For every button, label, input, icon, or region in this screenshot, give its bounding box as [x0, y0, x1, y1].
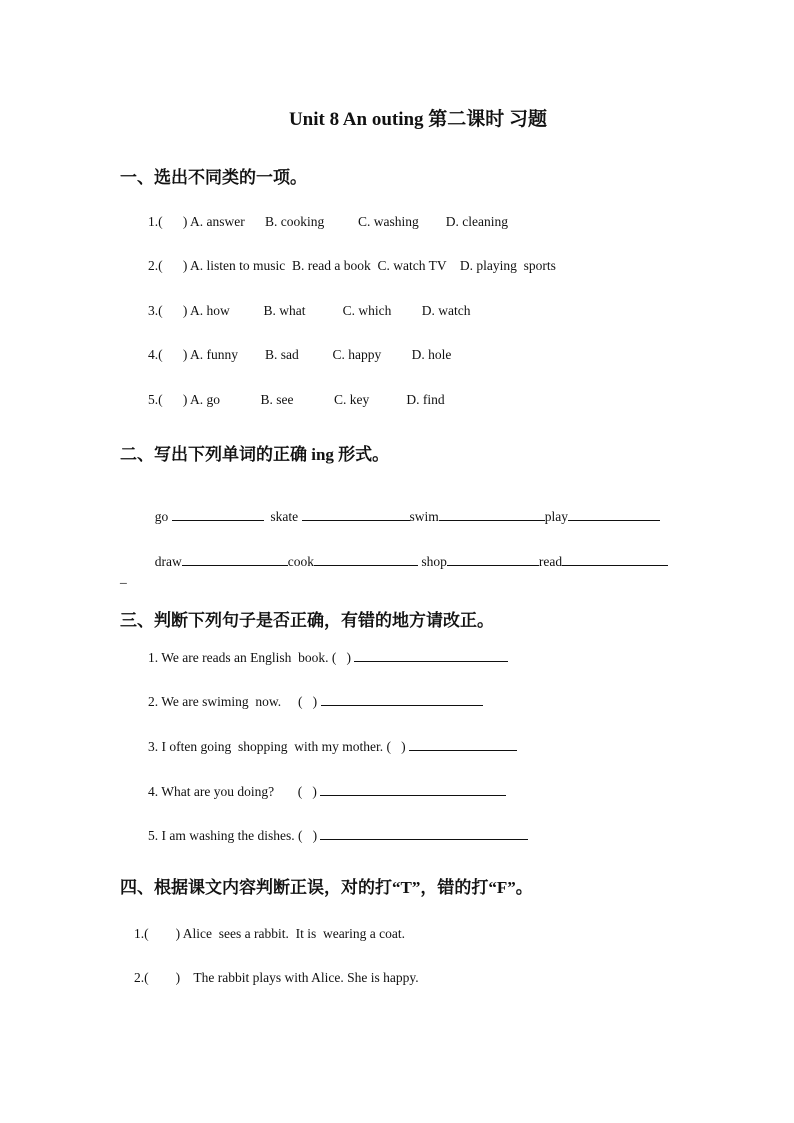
answer-blank-swim[interactable] — [439, 507, 545, 521]
correction-blank-2[interactable] — [321, 692, 483, 706]
section1-question-2: 2.( ) A. listen to music B. read a book C. watch TV D. playing sports — [148, 258, 556, 273]
correction-blank-3[interactable] — [409, 737, 517, 751]
answer-blank-cook[interactable] — [314, 552, 418, 566]
section1-question-3: 3.( ) A. how B. what C. which D. watch — [148, 303, 471, 318]
word-play: play — [544, 509, 569, 524]
correction-blank-5[interactable] — [320, 826, 528, 840]
section1-heading: 一、选出不同类的一项。 — [120, 168, 307, 187]
section1-question-4: 4.( ) A. funny B. sad C. happy D. hole — [148, 347, 452, 362]
section3-question-4-text: 4. What are you doing? ( ) — [148, 784, 317, 799]
section3-heading: 三、判断下列句子是否正确，有错的地方请改正。 — [120, 611, 494, 630]
answer-blank-skate[interactable] — [302, 507, 410, 521]
correction-blank-1[interactable] — [354, 648, 508, 662]
word-swim: swim — [409, 509, 439, 524]
word-read: read — [538, 554, 563, 569]
section3-question-2-text: 2. We are swiming now. ( ) — [148, 694, 318, 709]
section2-heading: 二、写出下列单词的正确 ing 形式。 — [120, 445, 390, 464]
word-go: go — [154, 509, 169, 524]
word-draw: draw — [154, 554, 182, 569]
section3-question-4 — [148, 782, 506, 800]
word-skate: skate — [270, 509, 299, 524]
answer-blank-draw[interactable] — [182, 552, 288, 566]
section1-question-1: 1.( ) A. answer B. cooking C. washing D. cleaning — [148, 214, 508, 229]
section3-question-3-text: 3. I often going shopping with my mother. ( ) — [148, 739, 406, 754]
section3-question-5 — [148, 826, 528, 844]
word-cook: cook — [287, 554, 314, 569]
answer-blank-read[interactable] — [562, 552, 668, 566]
worksheet-title: Unit 8 An outing 第二课时 习题 — [288, 109, 548, 130]
section3-question-1 — [148, 648, 508, 666]
section3-question-1-text: 1. We are reads an English book. ( ) — [148, 650, 351, 665]
section3-question-2 — [148, 692, 483, 710]
section3-question-5-text: 5. I am washing the dishes. ( ) — [148, 828, 318, 843]
trailing-underscore: _ — [120, 570, 127, 585]
section2-row-2 — [148, 536, 668, 570]
answer-blank-go[interactable] — [172, 507, 264, 521]
section3-question-3 — [148, 737, 517, 755]
correction-blank-4[interactable] — [320, 782, 506, 796]
answer-blank-play[interactable] — [568, 507, 660, 521]
section2-row-1 — [148, 491, 660, 525]
section4-heading: 四、根据课文内容判断正误，对的打“T”，错的打“F”。 — [120, 878, 533, 897]
answer-blank-shop[interactable] — [447, 552, 539, 566]
section1-question-5: 5.( ) A. go B. see C. key D. find — [148, 392, 445, 407]
word-shop: shop — [421, 554, 447, 569]
section4-question-2: 2.( ) The rabbit plays with Alice. She is happy. — [134, 970, 419, 985]
section4-question-1: 1.( ) Alice sees a rabbit. It is wearing a coat. — [134, 926, 406, 941]
